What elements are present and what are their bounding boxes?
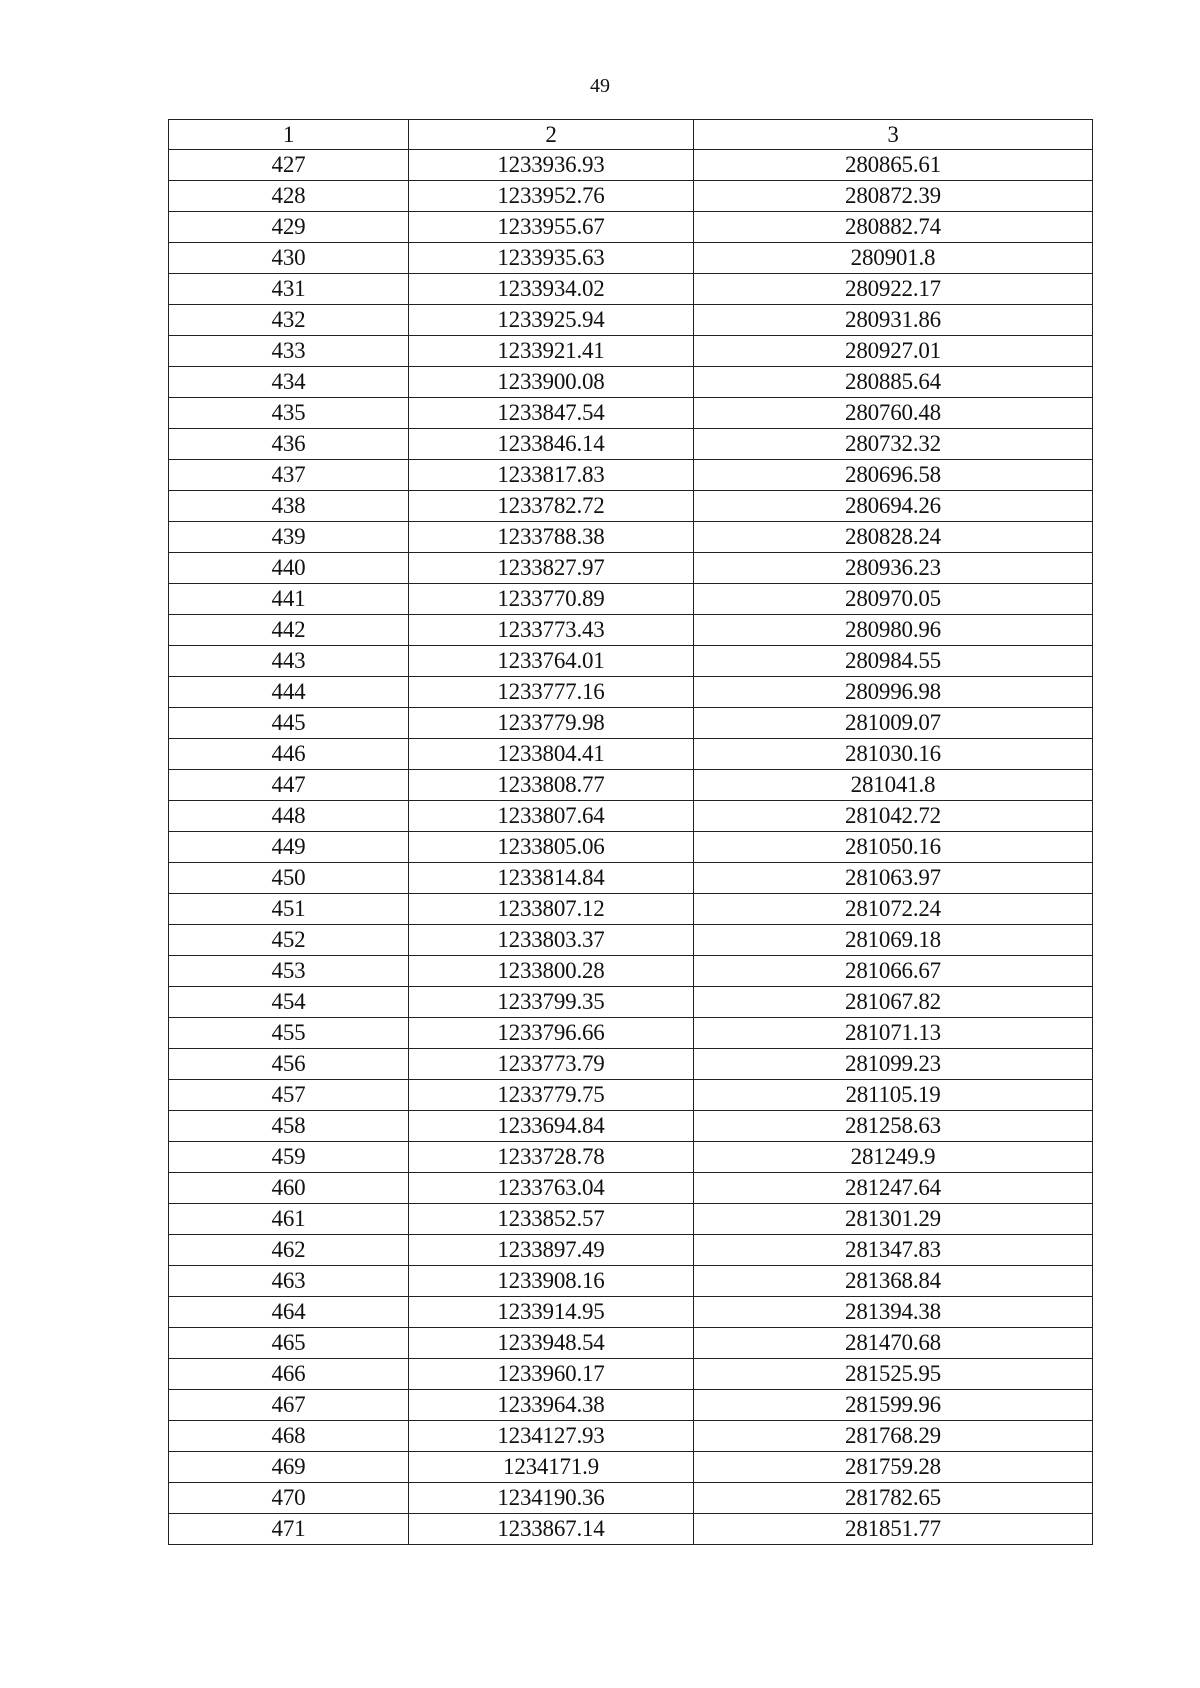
table-row <box>169 894 1093 925</box>
x-coordinate-cell: 1233935.63 <box>409 243 694 274</box>
y-coordinate-cell: 281050.16 <box>694 832 1093 863</box>
x-coordinate-cell: 1233770.89 <box>409 584 694 615</box>
y-coordinate-cell: 280922.17 <box>694 274 1093 305</box>
x-coordinate-cell: 1233807.64 <box>409 801 694 832</box>
point-number-cell: 465 <box>169 1328 409 1359</box>
x-coordinate-cell: 1233960.17 <box>409 1359 694 1390</box>
table-row <box>169 1359 1093 1390</box>
x-coordinate-cell: 1233827.97 <box>409 553 694 584</box>
point-number-cell: 466 <box>169 1359 409 1390</box>
point-number-cell: 428 <box>169 181 409 212</box>
point-number-cell: 461 <box>169 1204 409 1235</box>
table-row <box>169 1173 1093 1204</box>
y-coordinate-cell: 281368.84 <box>694 1266 1093 1297</box>
x-coordinate-cell: 1233799.35 <box>409 987 694 1018</box>
table-row <box>169 987 1093 1018</box>
x-coordinate-cell: 1233948.54 <box>409 1328 694 1359</box>
point-number-cell: 470 <box>169 1483 409 1514</box>
point-number-cell: 453 <box>169 956 409 987</box>
point-number-cell: 442 <box>169 615 409 646</box>
y-coordinate-cell: 281105.19 <box>694 1080 1093 1111</box>
point-number-cell: 463 <box>169 1266 409 1297</box>
table-row <box>169 584 1093 615</box>
point-number-cell: 460 <box>169 1173 409 1204</box>
table-row <box>169 491 1093 522</box>
point-number-cell: 445 <box>169 708 409 739</box>
table-row <box>169 274 1093 305</box>
table-row <box>169 1483 1093 1514</box>
point-number-cell: 471 <box>169 1514 409 1545</box>
page-number: 49 <box>590 75 610 97</box>
y-coordinate-cell: 280927.01 <box>694 336 1093 367</box>
x-coordinate-cell: 1233773.43 <box>409 615 694 646</box>
y-coordinate-cell: 281599.96 <box>694 1390 1093 1421</box>
point-number-cell: 430 <box>169 243 409 274</box>
y-coordinate-cell: 280872.39 <box>694 181 1093 212</box>
table-row <box>169 1018 1093 1049</box>
x-coordinate-cell: 1233867.14 <box>409 1514 694 1545</box>
x-coordinate-cell: 1233779.75 <box>409 1080 694 1111</box>
y-coordinate-cell: 280760.48 <box>694 398 1093 429</box>
table-row <box>169 367 1093 398</box>
table-row <box>169 429 1093 460</box>
point-number-cell: 448 <box>169 801 409 832</box>
y-coordinate-cell: 281099.23 <box>694 1049 1093 1080</box>
y-coordinate-cell: 280970.05 <box>694 584 1093 615</box>
table-row <box>169 708 1093 739</box>
x-coordinate-cell: 1233764.01 <box>409 646 694 677</box>
y-coordinate-cell: 281066.67 <box>694 956 1093 987</box>
point-number-cell: 452 <box>169 925 409 956</box>
y-coordinate-cell: 281069.18 <box>694 925 1093 956</box>
table-row <box>169 832 1093 863</box>
point-number-cell: 436 <box>169 429 409 460</box>
point-number-cell: 434 <box>169 367 409 398</box>
y-coordinate-cell: 281072.24 <box>694 894 1093 925</box>
x-coordinate-cell: 1233773.79 <box>409 1049 694 1080</box>
y-coordinate-cell: 280931.86 <box>694 305 1093 336</box>
point-number-cell: 437 <box>169 460 409 491</box>
y-coordinate-cell: 281042.72 <box>694 801 1093 832</box>
point-number-cell: 438 <box>169 491 409 522</box>
y-coordinate-cell: 281030.16 <box>694 739 1093 770</box>
y-coordinate-cell: 280865.61 <box>694 150 1093 181</box>
x-coordinate-cell: 1233782.72 <box>409 491 694 522</box>
point-number-cell: 454 <box>169 987 409 1018</box>
table-row <box>169 1235 1093 1266</box>
table-row <box>169 677 1093 708</box>
x-coordinate-cell: 1233779.98 <box>409 708 694 739</box>
point-number-cell: 455 <box>169 1018 409 1049</box>
coordinates-table <box>168 119 1093 1545</box>
point-number-cell: 450 <box>169 863 409 894</box>
point-number-cell: 449 <box>169 832 409 863</box>
x-coordinate-cell: 1233788.38 <box>409 522 694 553</box>
table-row <box>169 181 1093 212</box>
table-row <box>169 1204 1093 1235</box>
x-coordinate-cell: 1233796.66 <box>409 1018 694 1049</box>
x-coordinate-cell: 1233728.78 <box>409 1142 694 1173</box>
y-coordinate-cell: 280882.74 <box>694 212 1093 243</box>
table-row <box>169 398 1093 429</box>
y-coordinate-cell: 281258.63 <box>694 1111 1093 1142</box>
column-header-1: 1 <box>169 120 409 150</box>
table-row <box>169 1514 1093 1545</box>
table-row <box>169 1452 1093 1483</box>
x-coordinate-cell: 1233777.16 <box>409 677 694 708</box>
x-coordinate-cell: 1233800.28 <box>409 956 694 987</box>
y-coordinate-cell: 281347.83 <box>694 1235 1093 1266</box>
x-coordinate-cell: 1233817.83 <box>409 460 694 491</box>
x-coordinate-cell: 1233814.84 <box>409 863 694 894</box>
point-number-cell: 440 <box>169 553 409 584</box>
table-row <box>169 770 1093 801</box>
y-coordinate-cell: 281525.95 <box>694 1359 1093 1390</box>
table-row <box>169 1266 1093 1297</box>
y-coordinate-cell: 280828.24 <box>694 522 1093 553</box>
x-coordinate-cell: 1233914.95 <box>409 1297 694 1328</box>
x-coordinate-cell: 1233908.16 <box>409 1266 694 1297</box>
table-row <box>169 925 1093 956</box>
y-coordinate-cell: 280901.8 <box>694 243 1093 274</box>
table-row <box>169 1421 1093 1452</box>
table-row <box>169 243 1093 274</box>
x-coordinate-cell: 1233936.93 <box>409 150 694 181</box>
x-coordinate-cell: 1233897.49 <box>409 1235 694 1266</box>
x-coordinate-cell: 1233803.37 <box>409 925 694 956</box>
x-coordinate-cell: 1233807.12 <box>409 894 694 925</box>
y-coordinate-cell: 281470.68 <box>694 1328 1093 1359</box>
x-coordinate-cell: 1233852.57 <box>409 1204 694 1235</box>
point-number-cell: 456 <box>169 1049 409 1080</box>
y-coordinate-cell: 281071.13 <box>694 1018 1093 1049</box>
x-coordinate-cell: 1233847.54 <box>409 398 694 429</box>
table-row <box>169 1080 1093 1111</box>
table-header-row <box>169 120 1093 150</box>
y-coordinate-cell: 281768.29 <box>694 1421 1093 1452</box>
table-row <box>169 1297 1093 1328</box>
point-number-cell: 439 <box>169 522 409 553</box>
point-number-cell: 464 <box>169 1297 409 1328</box>
table-row <box>169 863 1093 894</box>
y-coordinate-cell: 281759.28 <box>694 1452 1093 1483</box>
column-header-3: 3 <box>694 120 1093 150</box>
y-coordinate-cell: 280996.98 <box>694 677 1093 708</box>
table-body <box>169 150 1093 1545</box>
table-row <box>169 739 1093 770</box>
y-coordinate-cell: 281009.07 <box>694 708 1093 739</box>
x-coordinate-cell: 1233805.06 <box>409 832 694 863</box>
table-row <box>169 522 1093 553</box>
y-coordinate-cell: 280936.23 <box>694 553 1093 584</box>
x-coordinate-cell: 1234127.93 <box>409 1421 694 1452</box>
point-number-cell: 459 <box>169 1142 409 1173</box>
x-coordinate-cell: 1233846.14 <box>409 429 694 460</box>
table-row <box>169 646 1093 677</box>
point-number-cell: 447 <box>169 770 409 801</box>
x-coordinate-cell: 1233921.41 <box>409 336 694 367</box>
point-number-cell: 441 <box>169 584 409 615</box>
x-coordinate-cell: 1233964.38 <box>409 1390 694 1421</box>
point-number-cell: 433 <box>169 336 409 367</box>
point-number-cell: 429 <box>169 212 409 243</box>
table-row <box>169 553 1093 584</box>
y-coordinate-cell: 280980.96 <box>694 615 1093 646</box>
point-number-cell: 443 <box>169 646 409 677</box>
x-coordinate-cell: 1233925.94 <box>409 305 694 336</box>
table-row <box>169 615 1093 646</box>
table-row <box>169 1049 1093 1080</box>
y-coordinate-cell: 281063.97 <box>694 863 1093 894</box>
point-number-cell: 451 <box>169 894 409 925</box>
y-coordinate-cell: 280694.26 <box>694 491 1093 522</box>
x-coordinate-cell: 1233934.02 <box>409 274 694 305</box>
y-coordinate-cell: 281041.8 <box>694 770 1093 801</box>
y-coordinate-cell: 281067.82 <box>694 987 1093 1018</box>
y-coordinate-cell: 281851.77 <box>694 1514 1093 1545</box>
y-coordinate-cell: 281247.64 <box>694 1173 1093 1204</box>
y-coordinate-cell: 280696.58 <box>694 460 1093 491</box>
point-number-cell: 457 <box>169 1080 409 1111</box>
table-header <box>169 120 1093 150</box>
y-coordinate-cell: 280984.55 <box>694 646 1093 677</box>
point-number-cell: 469 <box>169 1452 409 1483</box>
x-coordinate-cell: 1234171.9 <box>409 1452 694 1483</box>
point-number-cell: 431 <box>169 274 409 305</box>
y-coordinate-cell: 281249.9 <box>694 1142 1093 1173</box>
y-coordinate-cell: 280885.64 <box>694 367 1093 398</box>
y-coordinate-cell: 281301.29 <box>694 1204 1093 1235</box>
table-row <box>169 1111 1093 1142</box>
point-number-cell: 458 <box>169 1111 409 1142</box>
x-coordinate-cell: 1233694.84 <box>409 1111 694 1142</box>
table-row <box>169 1328 1093 1359</box>
point-number-cell: 444 <box>169 677 409 708</box>
x-coordinate-cell: 1233952.76 <box>409 181 694 212</box>
point-number-cell: 467 <box>169 1390 409 1421</box>
x-coordinate-cell: 1233763.04 <box>409 1173 694 1204</box>
point-number-cell: 435 <box>169 398 409 429</box>
x-coordinate-cell: 1233955.67 <box>409 212 694 243</box>
column-header-2: 2 <box>409 120 694 150</box>
point-number-cell: 462 <box>169 1235 409 1266</box>
table-row <box>169 212 1093 243</box>
table-row <box>169 150 1093 181</box>
y-coordinate-cell: 281782.65 <box>694 1483 1093 1514</box>
point-number-cell: 446 <box>169 739 409 770</box>
table-row <box>169 801 1093 832</box>
table-row <box>169 336 1093 367</box>
table-row <box>169 1390 1093 1421</box>
y-coordinate-cell: 280732.32 <box>694 429 1093 460</box>
x-coordinate-cell: 1234190.36 <box>409 1483 694 1514</box>
table-row <box>169 956 1093 987</box>
x-coordinate-cell: 1233900.08 <box>409 367 694 398</box>
y-coordinate-cell: 281394.38 <box>694 1297 1093 1328</box>
x-coordinate-cell: 1233808.77 <box>409 770 694 801</box>
x-coordinate-cell: 1233804.41 <box>409 739 694 770</box>
table-row <box>169 305 1093 336</box>
point-number-cell: 432 <box>169 305 409 336</box>
point-number-cell: 427 <box>169 150 409 181</box>
table-row <box>169 1142 1093 1173</box>
point-number-cell: 468 <box>169 1421 409 1452</box>
table-row <box>169 460 1093 491</box>
